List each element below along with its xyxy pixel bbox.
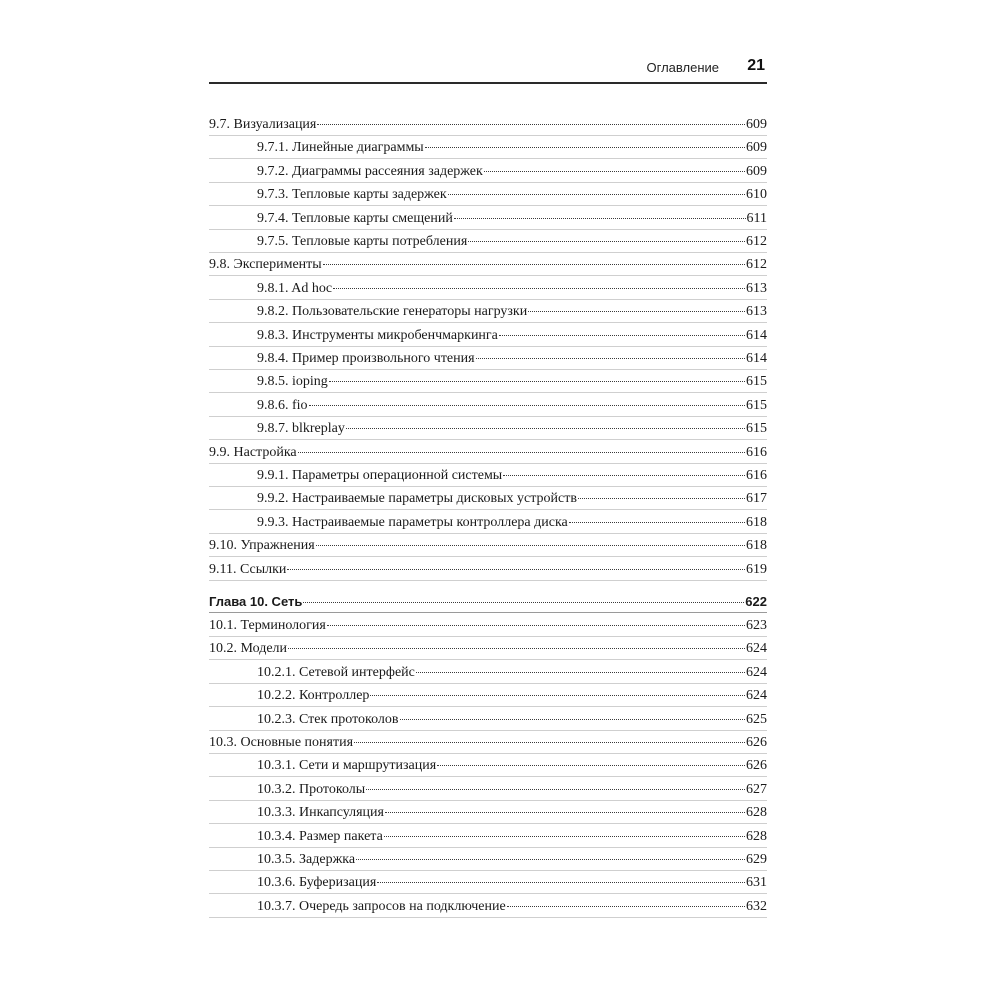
toc-row <box>209 441 767 464</box>
toc-entry-label: 10.3.2. Протоколы <box>257 781 366 797</box>
dot-leader <box>309 404 745 406</box>
toc-row <box>209 661 767 684</box>
toc-entry-label: 10.2.3. Стек протоколов <box>257 711 399 727</box>
toc-entry-label: 9.8.4. Пример произвольного чтения <box>257 351 475 366</box>
dot-leader <box>316 544 745 546</box>
toc-chapter-row <box>209 590 767 613</box>
toc-page-number: 627 <box>746 781 767 797</box>
toc-page-number: 616 <box>746 468 767 483</box>
toc-row <box>209 253 767 276</box>
toc-row <box>209 464 767 487</box>
toc-entry-label: 10.3.1. Сети и маршрутизация <box>257 758 437 774</box>
dot-leader <box>499 334 745 336</box>
dot-leader <box>298 451 745 453</box>
dot-leader <box>569 521 745 523</box>
toc-row <box>209 347 767 370</box>
toc-page-number: 609 <box>746 140 767 156</box>
toc-entry-label: 9.10. Упражнения <box>209 538 315 554</box>
toc-row <box>209 895 767 918</box>
toc-page-number: 631 <box>746 875 767 891</box>
table-of-contents <box>209 0 767 1000</box>
toc-row <box>209 614 767 637</box>
toc-row <box>209 801 767 824</box>
toc-row <box>209 848 767 871</box>
dot-leader <box>354 741 745 743</box>
toc-page-number: 615 <box>746 397 767 413</box>
toc-row <box>209 731 767 754</box>
toc-row <box>209 558 767 581</box>
toc-page-number: 624 <box>746 641 767 657</box>
dot-leader <box>287 568 745 570</box>
toc-entry-label: 9.7.4. Тепловые карты смещений <box>257 210 453 226</box>
dot-leader <box>385 811 745 813</box>
toc-page-number: 624 <box>746 688 767 704</box>
toc-page-number: 632 <box>746 898 767 914</box>
toc-row <box>209 160 767 183</box>
toc-entry-label: 10.3.6. Буферизация <box>257 875 377 891</box>
toc-page-number: 616 <box>746 444 767 460</box>
dot-leader <box>454 217 746 219</box>
toc-row <box>209 183 767 206</box>
toc-entry-label: 9.8.5. ioping <box>257 374 328 390</box>
toc-entry-label: 9.7. Визуализация <box>209 117 317 132</box>
toc-page-number: 618 <box>746 514 767 530</box>
dot-leader <box>288 647 745 649</box>
dot-leader <box>437 764 745 766</box>
toc-page-number: 613 <box>746 280 767 296</box>
toc-page-number: 629 <box>746 852 767 867</box>
dot-leader <box>468 240 745 242</box>
toc-entry-label: 10.2.1. Сетевой интерфейс <box>257 664 415 680</box>
toc-row <box>209 370 767 393</box>
toc-entry-label: 10.3.7. Очередь запросов на подключение <box>257 898 506 914</box>
toc-row <box>209 511 767 534</box>
toc-page-number: 628 <box>746 828 767 844</box>
dot-leader <box>333 287 745 289</box>
toc-row <box>209 230 767 253</box>
dot-leader <box>356 858 745 860</box>
dot-leader <box>578 497 745 499</box>
toc-entry-label: 10.3.5. Задержка <box>257 852 356 867</box>
toc-page-number: 622 <box>745 594 767 609</box>
toc-page-number: 609 <box>746 117 767 132</box>
running-title: Оглавление <box>646 60 719 75</box>
toc-entry-label: 10.3.4. Размер пакета <box>257 828 383 844</box>
toc-entry-label: 9.8. Эксперименты <box>209 257 322 273</box>
toc-row <box>209 113 767 136</box>
toc-row <box>209 417 767 440</box>
toc-entry-label: 9.8.6. fio <box>257 397 308 413</box>
toc-row <box>209 136 767 159</box>
toc-row <box>209 324 767 347</box>
toc-row <box>209 708 767 731</box>
toc-entry-label: 9.9.1. Параметры операционной системы <box>257 468 503 483</box>
toc-row <box>209 207 767 230</box>
toc-entry-label: 10.2. Модели <box>209 641 288 657</box>
toc-page-number: 625 <box>746 711 767 727</box>
toc-entry-label: 10.2.2. Контроллер <box>257 688 370 704</box>
toc-page-number: 626 <box>746 735 767 750</box>
dot-leader <box>377 881 745 883</box>
toc-entry-label: 9.8.7. blkreplay <box>257 421 345 437</box>
toc-page-number: 612 <box>746 234 767 249</box>
toc-page-number: 626 <box>746 758 767 774</box>
dot-leader <box>503 474 745 476</box>
toc-page-number: 615 <box>746 421 767 437</box>
toc-page-number: 628 <box>746 805 767 821</box>
toc-entry-label: 9.7.5. Тепловые карты потребления <box>257 234 468 249</box>
toc-row <box>209 534 767 557</box>
toc-entry-label: 9.9.2. Настраиваемые параметры дисковых устройств <box>257 491 577 507</box>
dot-leader <box>400 718 745 720</box>
toc-row <box>209 684 767 707</box>
dot-leader <box>370 694 745 696</box>
toc-row <box>209 754 767 777</box>
toc-page-number: 618 <box>746 538 767 554</box>
toc-page-number: 617 <box>746 491 767 507</box>
dot-leader <box>366 788 745 790</box>
toc-page-number: 624 <box>746 664 767 680</box>
toc-row <box>209 277 767 300</box>
toc-row <box>209 871 767 894</box>
dot-leader <box>528 310 745 312</box>
toc-row <box>209 394 767 417</box>
page-number: 21 <box>747 57 765 74</box>
toc-entry-label: 9.9.3. Настраиваемые параметры контроллера диска <box>257 514 568 530</box>
toc-row <box>209 637 767 660</box>
dot-leader <box>384 835 745 837</box>
toc-entry-label: Глава 10. Сеть <box>209 594 303 609</box>
toc-entry-label: 9.9. Настройка <box>209 444 297 460</box>
dot-leader <box>448 193 745 195</box>
dot-leader <box>346 427 745 429</box>
dot-leader <box>329 380 745 382</box>
toc-entry-label: 10.3. Основные понятия <box>209 735 354 750</box>
toc-entry-label: 9.7.1. Линейные диаграммы <box>257 140 424 156</box>
toc-entry-label: 9.8.1. Ad hoc <box>257 280 333 296</box>
toc-page-number: 613 <box>746 304 767 320</box>
dot-leader <box>416 671 745 673</box>
toc-page-number: 610 <box>746 187 767 203</box>
toc-page-number: 609 <box>746 163 767 179</box>
dot-leader <box>476 357 745 359</box>
dot-leader <box>303 601 744 603</box>
toc-entry-label: 9.11. Ссылки <box>209 561 287 577</box>
toc-entry-label: 9.7.2. Диаграммы рассеяния задержек <box>257 163 483 179</box>
dot-leader <box>323 263 745 265</box>
toc-page-number: 614 <box>746 351 767 366</box>
toc-row <box>209 300 767 323</box>
toc-row <box>209 778 767 801</box>
toc-row <box>209 825 767 848</box>
dot-leader <box>484 170 745 172</box>
toc-page-number: 614 <box>746 327 767 343</box>
toc-entry-label: 9.8.2. Пользовательские генераторы нагрузки <box>257 304 528 320</box>
dot-leader <box>327 624 745 626</box>
toc-row <box>209 487 767 510</box>
toc-page-number: 619 <box>746 561 767 577</box>
toc-entry-label: 10.1. Терминология <box>209 618 326 633</box>
toc-page-number: 611 <box>746 210 767 226</box>
dot-leader <box>425 146 745 148</box>
toc-entry-label: 9.7.3. Тепловые карты задержек <box>257 187 447 203</box>
dot-leader <box>317 123 745 125</box>
toc-page-number: 615 <box>746 374 767 390</box>
dot-leader <box>507 905 745 907</box>
toc-entry-label: 10.3.3. Инкапсуляция <box>257 805 384 821</box>
toc-entry-label: 9.8.3. Инструменты микробенчмаркинга <box>257 327 498 343</box>
toc-page-number: 623 <box>746 618 767 633</box>
toc-page-number: 612 <box>746 257 767 273</box>
